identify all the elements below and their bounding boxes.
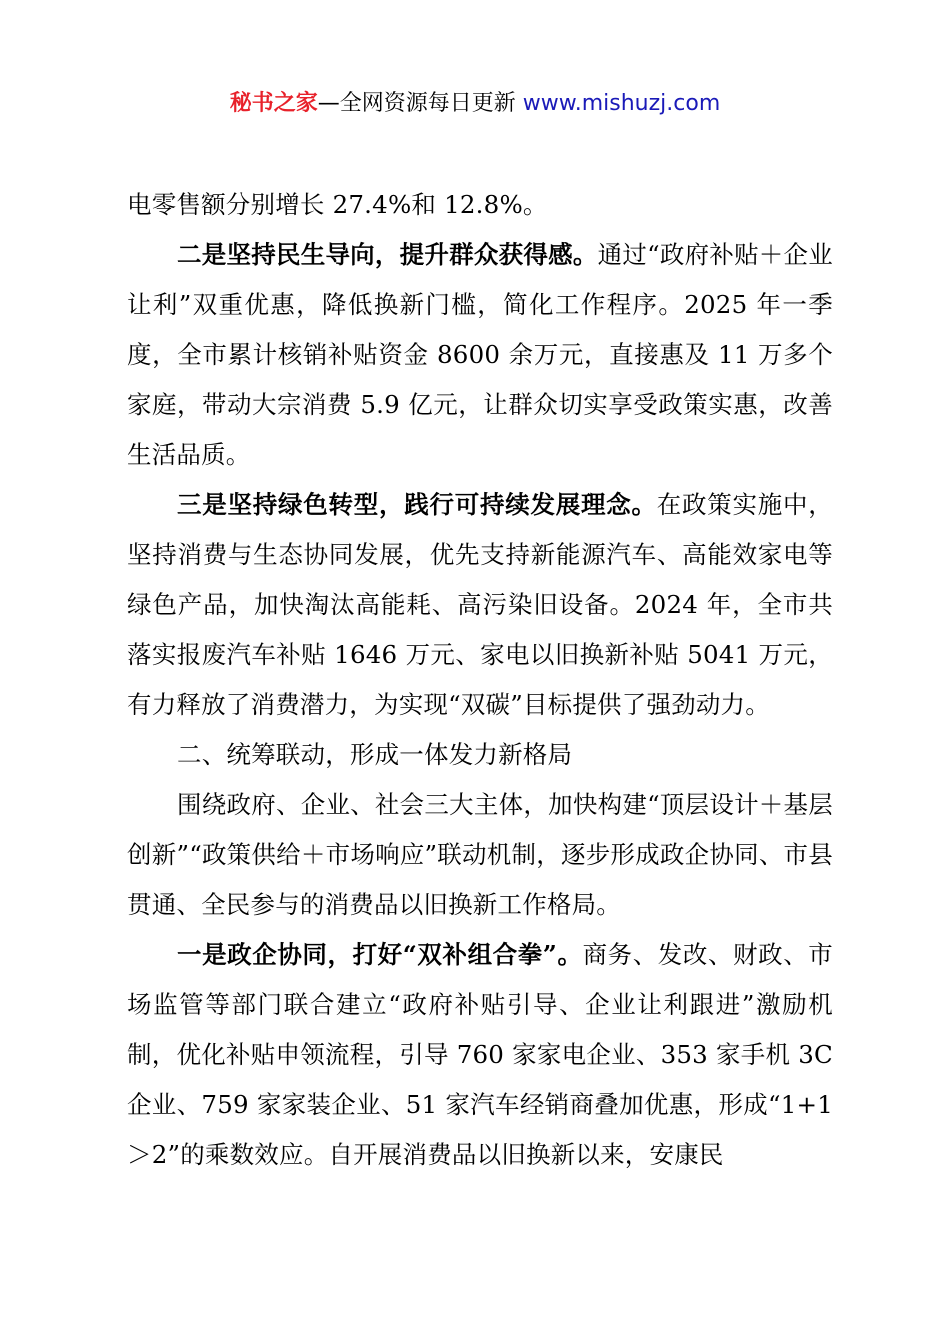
paragraph-point-three bbox=[127, 480, 833, 730]
paragraph-section-intro bbox=[127, 780, 833, 930]
paragraph-lead: 一是政企协同，打好“双补组合拳”。 bbox=[177, 940, 583, 969]
header-slogan: —全网资源每日更新 bbox=[317, 91, 523, 116]
site-header bbox=[0, 86, 950, 122]
paragraph-text: 电零售额分别增长 27.4%和 12.8%。 bbox=[127, 190, 548, 219]
section-heading-text: 二、统筹联动，形成一体发力新格局 bbox=[177, 740, 573, 769]
document-body bbox=[127, 180, 833, 1180]
paragraph-lead: 二是坚持民生导向，提升群众获得感。 bbox=[177, 240, 598, 269]
paragraph-text: 在政策实施中，坚持消费与生态协同发展，优先支持新能源汽车、高能效家电等绿色产品，加快淘汰高能耗、高污染旧设备。2024 年，全市共落实报废汽车补贴 1646 万元、家电以旧换新补贴 5041 万元，有力释放了消费潜力，为实现“双碳”目标提供了强劲动力。 bbox=[127, 490, 833, 719]
site-url-link[interactable]: www.mishuzj.com bbox=[522, 91, 721, 116]
paragraph-text: 商务、发改、财政、市场监管等部门联合建立“政府补贴引导、企业让利跟进”激励机制，优化补贴申领流程，引导 760 家家电企业、353 家手机 3C 企业、759 家家装企业、51 家汽车经销商叠加优惠，形成“1+1＞2”的乘数效应。自开展消费品以旧换新以来，安康民 bbox=[127, 940, 833, 1169]
paragraph-point-one bbox=[127, 930, 833, 1180]
brand-name: 秘书之家 bbox=[229, 91, 318, 116]
paragraph-text: 通过“政府补贴＋企业让利”双重优惠，降低换新门槛，简化工作程序。2025 年一季度，全市累计核销补贴资金 8600 余万元，直接惠及 11 万多个家庭，带动大宗消费 5.9 亿元，让群众切实享受政策实惠，改善生活品质。 bbox=[127, 240, 833, 469]
paragraph-lead: 三是坚持绿色转型，践行可持续发展理念。 bbox=[177, 490, 657, 519]
paragraph-text: 围绕政府、企业、社会三大主体，加快构建“顶层设计＋基层创新”“政策供给＋市场响应”联动机制，逐步形成政企协同、市县贯通、全民参与的消费品以旧换新工作格局。 bbox=[127, 790, 833, 919]
section-heading bbox=[127, 730, 833, 780]
paragraph-point-two bbox=[127, 230, 833, 480]
paragraph-continued bbox=[127, 180, 833, 230]
